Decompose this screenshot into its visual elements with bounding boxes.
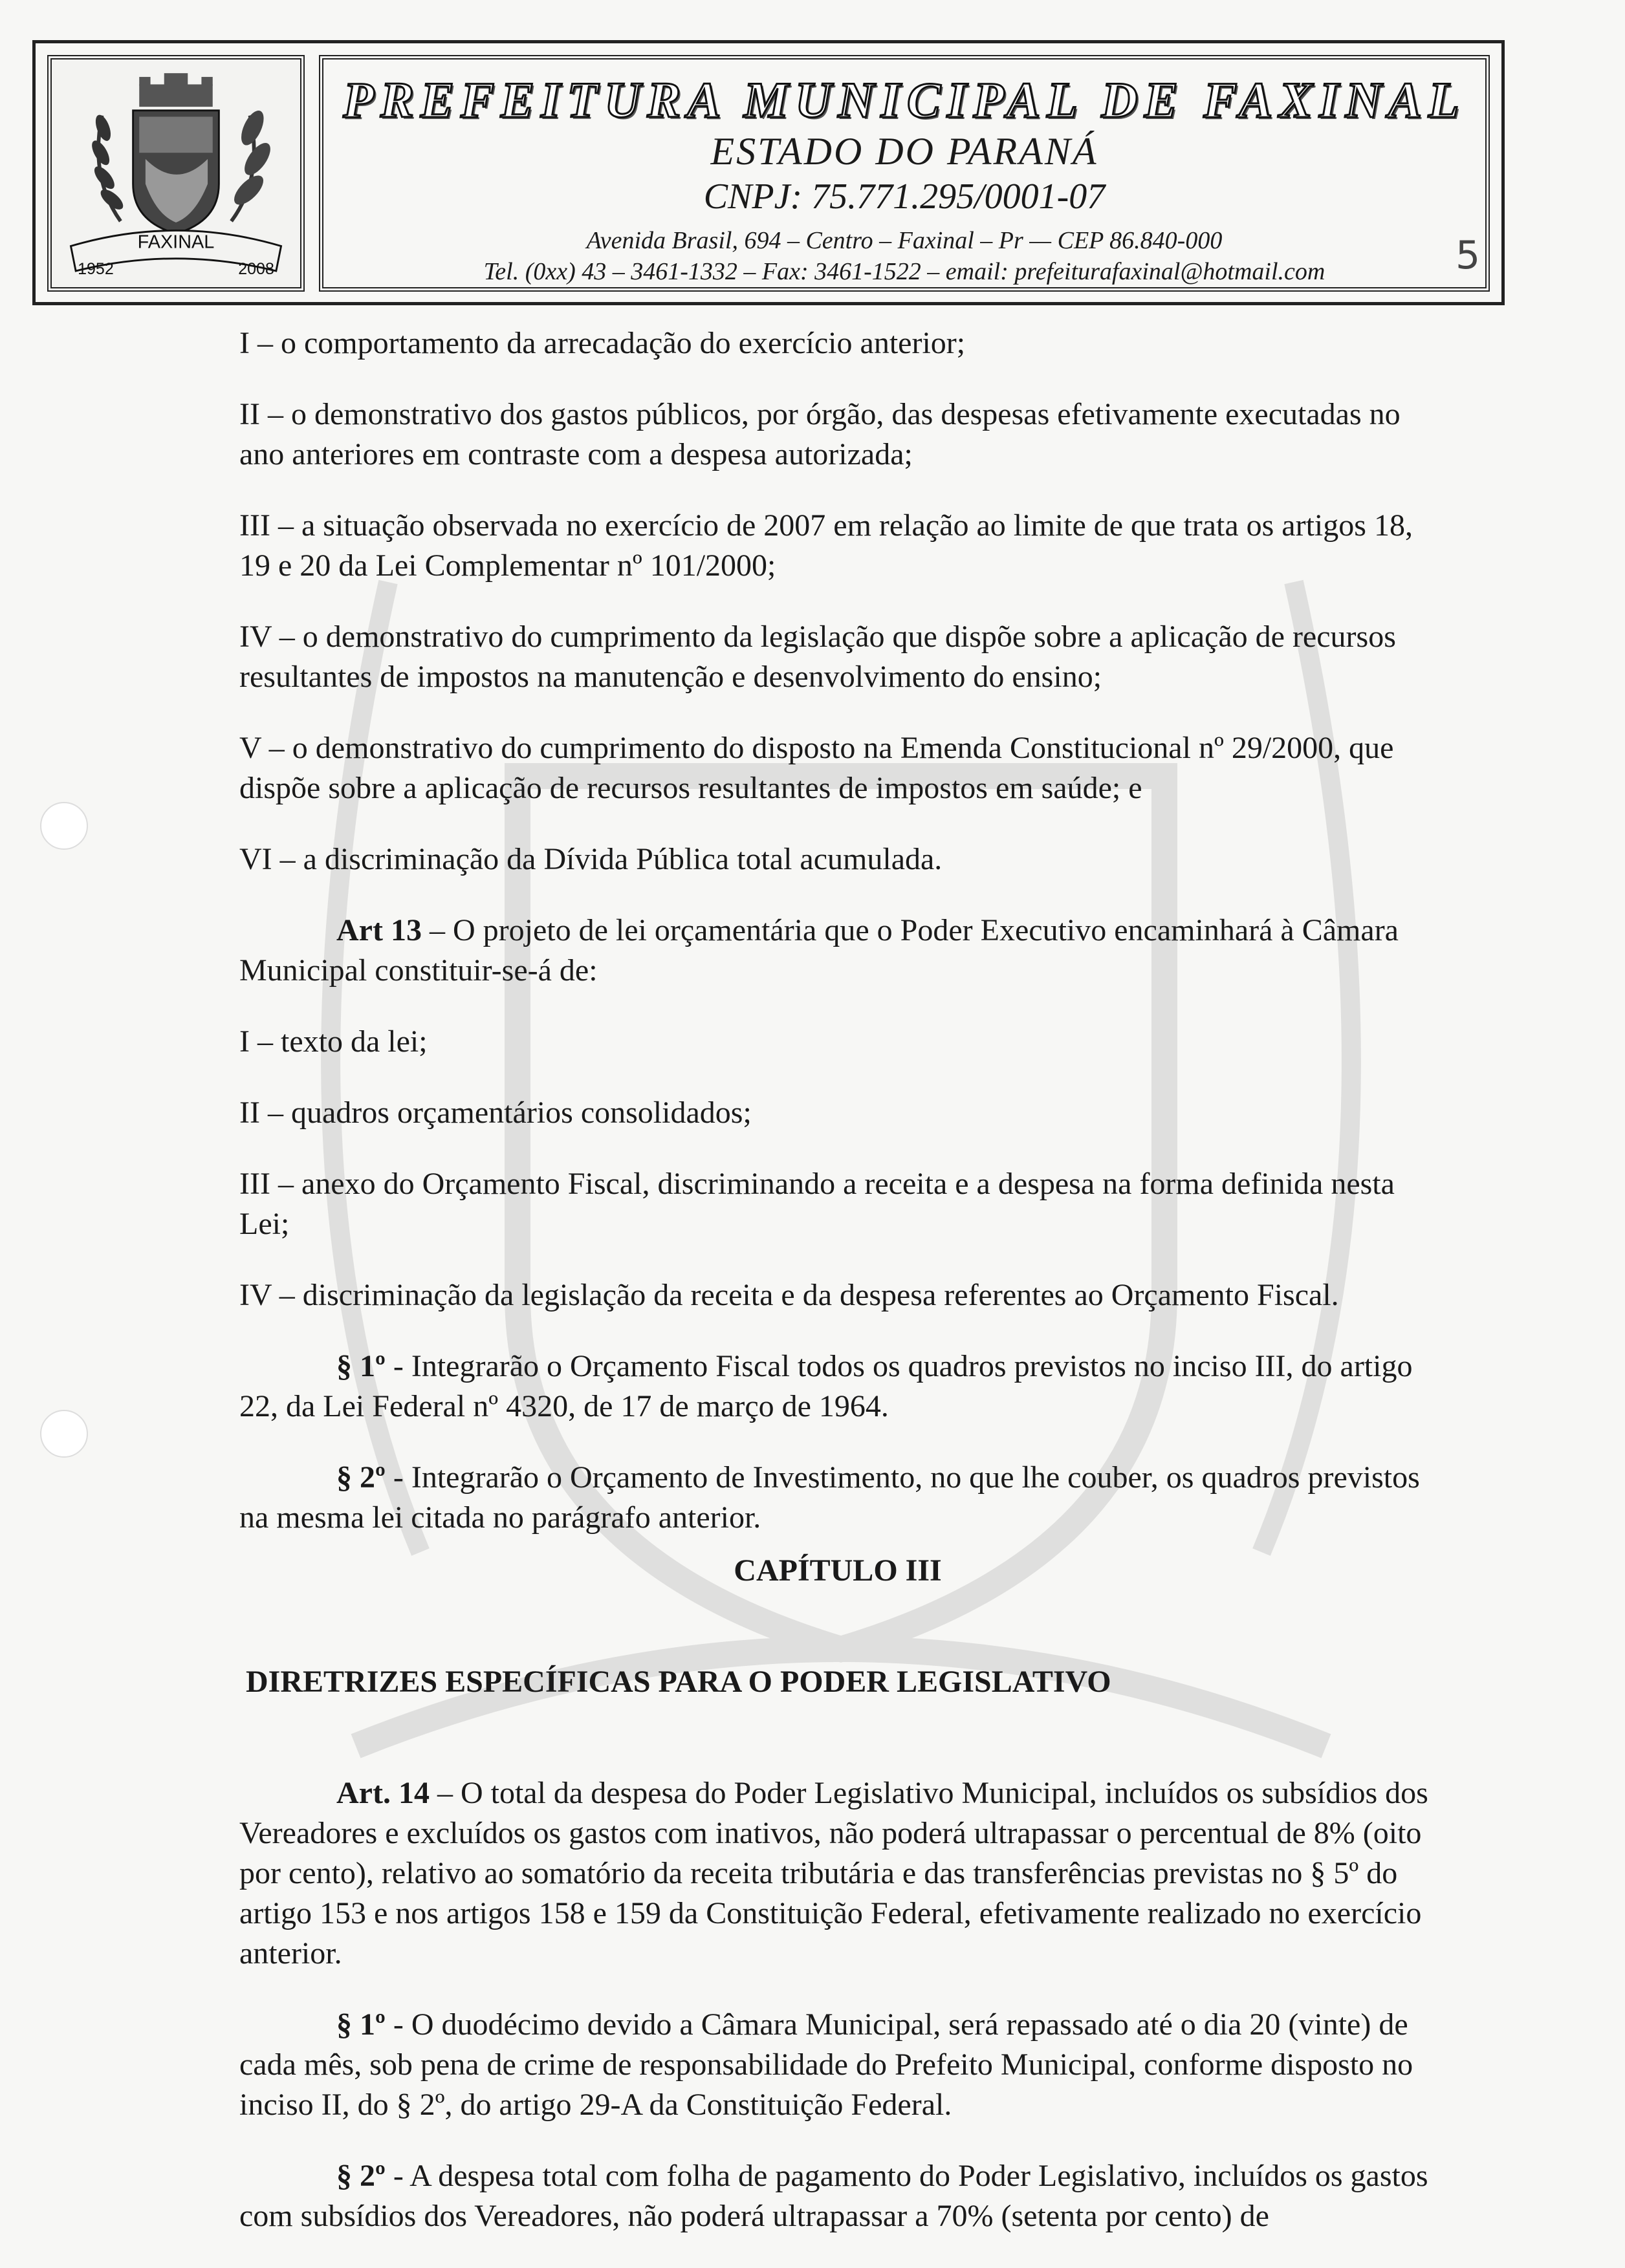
article-text: – O total da despesa do Poder Legislativo Municipal, incluídos os subsídios dos Vereadores e excluídos os gastos com inativos, não poderá ultrapassar o percentual de 8% (oito por cento), relativo ao somatório da receita tributária e das transferências previstas no § 5º do artigo 153 e nos artigos 158 e 159 da Constituição Federal, efetivamente realizado no exercício anterior. [239, 1776, 1428, 1971]
list-item: III – a situação observada no exercício de 2007 em relação ao limite de que trata os artigos 18, 19 e 20 da Lei Complementar nº 101/2000; [239, 508, 1413, 583]
coat-of-arms [47, 55, 305, 292]
state-name: ESTADO DO PARANÁ [710, 130, 1098, 173]
list-item: V – o demonstrativo do cumprimento do disposto na Emenda Constitucional nº 29/2000, que dispõe sobre a aplicação de recursos resultantes de impostos em saúde; e [239, 731, 1394, 805]
crest-city: FAXINAL [137, 232, 215, 253]
letterhead [32, 40, 1505, 305]
paragraph-text: - Integrarão o Orçamento de Investimento, no que lhe couber, os quadros previstos na mesma lei citada no parágrafo anterior. [239, 1460, 1420, 1535]
address: Avenida Brasil, 694 – Centro – Faxinal – Pr — CEP 86.840-000 [586, 227, 1223, 254]
punch-hole [40, 1410, 88, 1458]
contact-info: Tel. (0xx) 43 – 3461-1332 – Fax: 3461-1522 – email: prefeiturafaxinal@hotmail.com [483, 258, 1325, 285]
punch-hole [40, 802, 88, 850]
list-item: VI – a discriminação da Dívida Pública total acumulada. [239, 842, 943, 876]
org-name: PREFEITURA MUNICIPAL DE FAXINAL [343, 72, 1466, 128]
paragraph-1 [239, 1346, 1436, 1427]
section-heading: DIRETRIZES ESPECÍFICAS PARA O PODER LEGISLATIVO [246, 1665, 1111, 1699]
paragraph-2 [239, 2156, 1436, 2236]
paragraph-text: - A despesa total com folha de pagamento do Poder Legislativo, incluídos os gastos com subsídios dos Vereadores, não poderá ultrapassar a 70% (setenta por cento) de [239, 2159, 1428, 2233]
article-label: Art. 14 [336, 1776, 430, 1810]
paragraph-text: - O duodécimo devido a Câmara Municipal, será repassado até o dia 20 (vinte) de cada mês, sob pena de crime de responsabilidade do Prefeito Municipal, conforme disposto no inciso II, do § 2º, do artigo 29-A da Constituição Federal. [239, 2007, 1413, 2122]
paragraph-label: § 1º [336, 2007, 386, 2042]
document-body [239, 323, 1436, 2267]
paragraph-text: - Integrarão o Orçamento Fiscal todos os quadros previstos no inciso III, do artigo 22, da Lei Federal nº 4320, de 17 de março de 1964. [239, 1349, 1413, 1423]
paragraph-1 [239, 2005, 1436, 2125]
list-item: II – o demonstrativo dos gastos públicos, por órgão, das despesas efetivamente executadas no ano anteriores em contraste com a despesa autorizada; [239, 397, 1401, 471]
paragraph-label: § 1º [336, 1349, 386, 1383]
paragraph-2 [239, 1458, 1436, 1538]
list-item: III – anexo do Orçamento Fiscal, discriminando a receita e a despesa na forma definida nesta Lei; [239, 1167, 1395, 1241]
article-text: – O projeto de lei orçamentária que o Poder Executivo encaminhará à Câmara Municipal constituir-se-á de: [239, 913, 1399, 988]
letterhead-text [319, 55, 1490, 292]
crest-year-right: 2008 [238, 259, 274, 278]
crest-year-left: 1952 [78, 259, 114, 278]
article-14 [239, 1773, 1436, 1974]
list-item: II – quadros orçamentários consolidados; [239, 1096, 752, 1130]
list-item: IV – o demonstrativo do cumprimento da legislação que dispõe sobre a aplicação de recursos resultantes de impostos na manutenção e desenvolvimento do ensino; [239, 620, 1396, 694]
page-mark: 5 [1456, 233, 1481, 278]
chapter-heading: CAPÍTULO III [734, 1553, 942, 1588]
article-label: Art 13 [336, 913, 422, 947]
cnpj: CNPJ: 75.771.295/0001-07 [703, 177, 1106, 217]
article-13 [239, 911, 1436, 991]
coat-of-arms-icon [52, 59, 300, 287]
list-item: I – texto da lei; [239, 1024, 428, 1059]
list-item: IV – discriminação da legislação da receita e da despesa referentes ao Orçamento Fiscal. [239, 1278, 1339, 1312]
list-item: I – o comportamento da arrecadação do exercício anterior; [239, 326, 966, 360]
paragraph-label: § 2º [336, 2159, 386, 2193]
paragraph-label: § 2º [336, 1460, 386, 1495]
